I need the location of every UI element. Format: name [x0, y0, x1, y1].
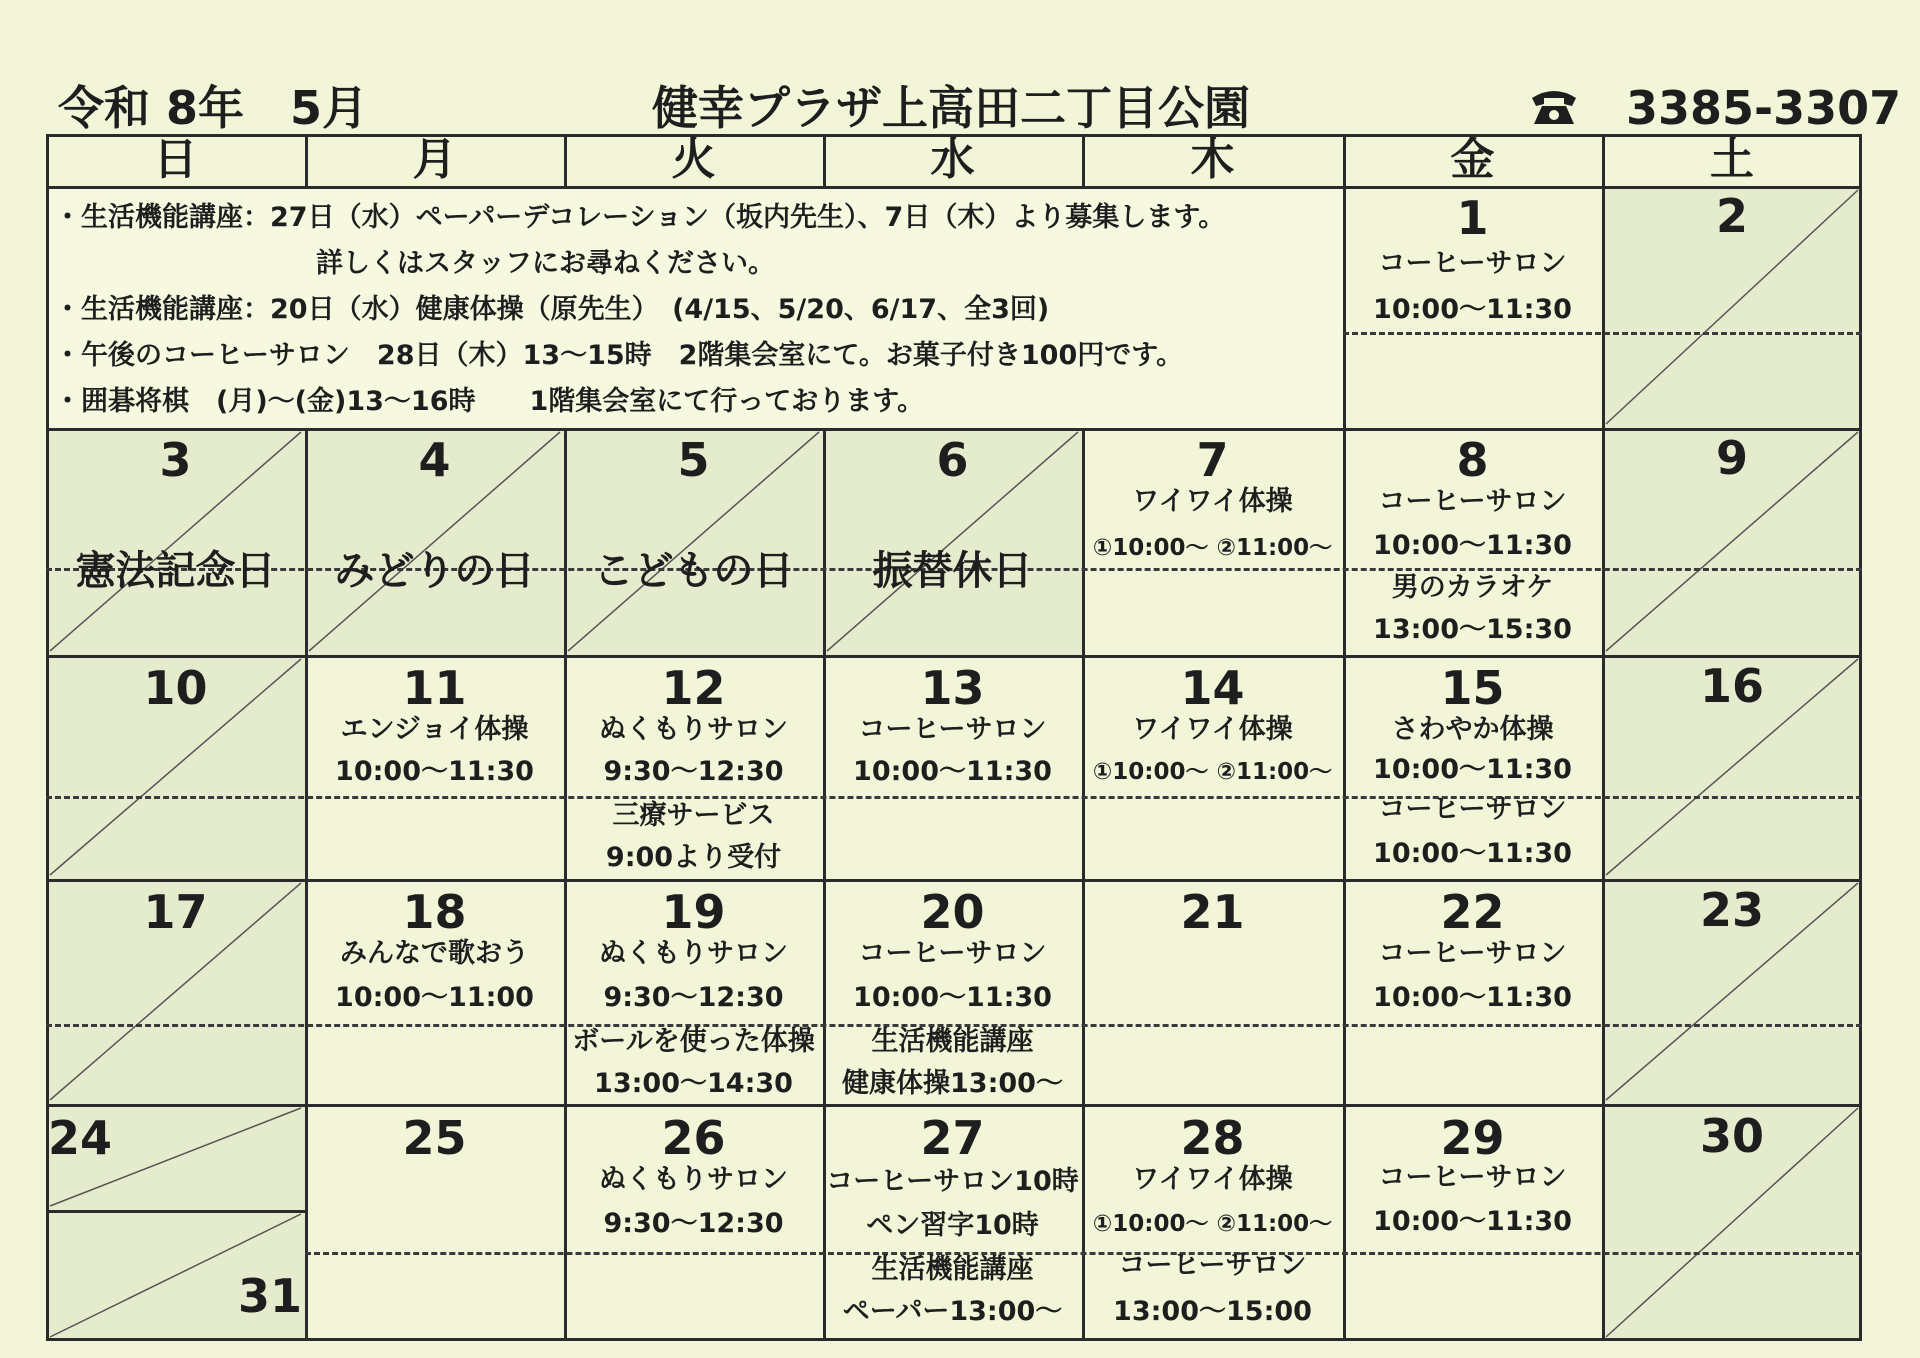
event-title: ぬくもりサロン — [599, 1164, 788, 1195]
calendar-month-title: 令和 8年 5月 — [58, 81, 369, 135]
weekday-saturday: 土 — [1710, 134, 1754, 185]
day-number: 9 — [1715, 431, 1748, 485]
event-title: ワイワイ体操 — [1132, 486, 1293, 517]
grid-line — [46, 1104, 1862, 1107]
day-number: 24 — [48, 1111, 113, 1165]
note-line: 詳しくはスタッフにお尋ねください。 — [316, 248, 775, 279]
event-title: エンジョイ体操 — [340, 714, 529, 745]
event-time: 10:00～11:30 — [853, 756, 1052, 787]
event-time: 9:30～12:30 — [603, 756, 784, 787]
event-title: 生活機能講座 — [871, 1026, 1034, 1057]
grid-line — [46, 186, 1862, 189]
event-time: 13:00～15:00 — [1113, 1296, 1312, 1327]
event-title: コーヒーサロン — [1118, 1250, 1307, 1281]
event-time: ペーパー13:00～ — [842, 1296, 1063, 1327]
dashed-separator — [1343, 332, 1862, 335]
event-title: 生活機能講座 — [871, 1254, 1034, 1285]
event-time: ①10:00～ ②11:00～ — [1092, 759, 1333, 785]
day-number: 11 — [402, 661, 467, 715]
weekday-monday: 月 — [412, 134, 457, 185]
event-title: コーヒーサロン10時 — [826, 1166, 1079, 1197]
phone-number: 3385-3307 — [1626, 81, 1902, 135]
event-title: コーヒーサロン — [1378, 794, 1567, 825]
note-line: ・生活機能講座：20日（水）健康体操（原先生） (4/15、5/20、6/17、全3回) — [54, 294, 1050, 325]
weekday-friday: 金 — [1450, 134, 1495, 185]
weekday-wednesday: 水 — [930, 134, 975, 185]
telephone-icon — [1528, 82, 1580, 142]
event-title: 三療サービス — [612, 800, 775, 831]
event-title: ぬくもりサロン — [599, 714, 788, 745]
event-title: ボールを使った体操 — [572, 1026, 815, 1057]
event-title: 男のカラオケ — [1391, 572, 1554, 603]
event-time: 10:00～11:30 — [1373, 838, 1572, 869]
event-time: 9:30～12:30 — [603, 1208, 784, 1239]
weekday-sunday: 日 — [153, 134, 198, 185]
day-number: 20 — [920, 885, 985, 939]
event-time: 10:00～11:30 — [1373, 982, 1572, 1013]
event-title: ワイワイ体操 — [1132, 1164, 1293, 1195]
day-number: 7 — [1196, 433, 1229, 487]
day-number: 3 — [159, 433, 192, 487]
day-number: 2 — [1715, 189, 1748, 243]
grid-line — [46, 655, 1862, 658]
event-time: 10:00～11:30 — [1373, 754, 1572, 785]
note-line: ・囲碁将棋 (月)～(金)13～16時 1階集会室にて行っております。 — [54, 386, 925, 417]
event-time: 10:00～11:30 — [1373, 530, 1572, 561]
event-title: コーヒーサロン — [1378, 486, 1567, 517]
event-title: コーヒーサロン — [1378, 1162, 1567, 1193]
day-number: 21 — [1180, 885, 1245, 939]
day-number: 19 — [661, 885, 726, 939]
holiday-label: 憲法記念日 — [75, 548, 276, 594]
day-number: 13 — [920, 661, 985, 715]
event-time: ①10:00～ ②11:00～ — [1092, 535, 1333, 561]
event-title: みんなで歌おう — [340, 938, 529, 969]
day-number: 29 — [1440, 1111, 1505, 1165]
holiday-label: こどもの日 — [593, 548, 794, 594]
day-number: 16 — [1699, 659, 1764, 713]
day-number: 6 — [936, 433, 969, 487]
event-time: 10:00～11:30 — [1373, 1206, 1572, 1237]
day-number: 22 — [1440, 885, 1505, 939]
holiday-label: みどりの日 — [334, 548, 535, 594]
event-title: さわやか体操 — [1391, 714, 1554, 745]
event-time: 13:00～15:30 — [1373, 614, 1572, 645]
event-time: 10:00～11:30 — [853, 982, 1052, 1013]
day-number: 31 — [237, 1269, 302, 1323]
event-time: 10:00～11:00 — [335, 982, 534, 1013]
day-number: 18 — [402, 885, 467, 939]
day-number: 10 — [143, 661, 208, 715]
event-time: 9:30～12:30 — [603, 982, 784, 1013]
grid-line — [46, 1338, 1862, 1341]
day-number: 1 — [1456, 191, 1489, 245]
day-number: 17 — [143, 885, 208, 939]
event-time: 健康体操13:00～ — [842, 1068, 1063, 1099]
event-time: 10:00～11:30 — [1373, 294, 1572, 325]
event-time: 13:00～14:30 — [594, 1068, 793, 1099]
note-line: ・午後のコーヒーサロン 28日（木）13～15時 2階集会室にて。お菓子付き100円です。 — [54, 340, 1184, 371]
event-title: コーヒーサロン — [858, 938, 1047, 969]
event-time: 10:00～11:30 — [335, 756, 534, 787]
day-number: 14 — [1180, 661, 1245, 715]
grid-line — [46, 428, 1862, 431]
event-title: コーヒーサロン — [1378, 938, 1567, 969]
day-number: 8 — [1456, 433, 1489, 487]
day-number: 4 — [418, 433, 451, 487]
day-number: 12 — [661, 661, 726, 715]
holiday-label: 振替休日 — [872, 548, 1033, 594]
event-title: ぬくもりサロン — [599, 938, 788, 969]
event-time: ①10:00～ ②11:00～ — [1092, 1211, 1333, 1237]
event-title: コーヒーサロン — [858, 714, 1047, 745]
facility-name: 健幸プラザ上高田二丁目公園 — [652, 81, 1250, 135]
day-number: 5 — [677, 433, 710, 487]
event-title: ペン習字10時 — [866, 1210, 1039, 1241]
day-number: 15 — [1440, 661, 1505, 715]
note-line: ・生活機能講座：27日（水）ペーパーデコレーション（坂内先生）、7日（木）より募集します。 — [54, 202, 1226, 233]
weekday-tuesday: 火 — [671, 134, 716, 185]
day-number: 25 — [402, 1111, 467, 1165]
event-time: 9:00より受付 — [605, 842, 782, 873]
weekday-thursday: 木 — [1190, 134, 1235, 185]
event-title: ワイワイ体操 — [1132, 714, 1293, 745]
grid-line — [46, 879, 1862, 882]
day-number: 26 — [661, 1111, 726, 1165]
day-number: 27 — [920, 1111, 985, 1165]
day-number: 23 — [1699, 883, 1764, 937]
calendar-grid — [46, 134, 1862, 1341]
event-title: コーヒーサロン — [1378, 248, 1567, 279]
day-number: 30 — [1699, 1109, 1764, 1163]
grid-line — [46, 1210, 305, 1213]
day-number: 28 — [1180, 1111, 1245, 1165]
